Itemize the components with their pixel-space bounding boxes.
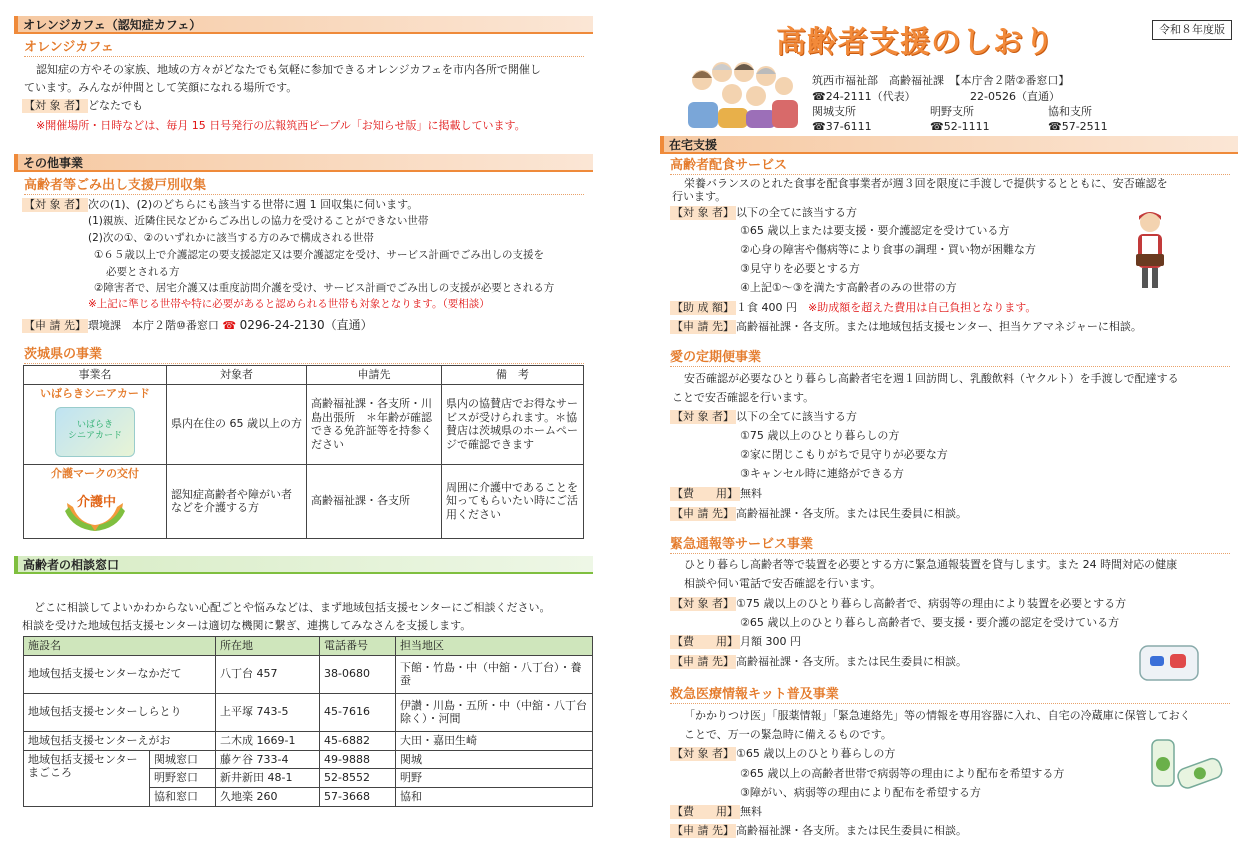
emergency-fee: 【費 用】 月額 300 円 bbox=[672, 635, 801, 648]
meal-desc: 栄養バランスのとれた食事を配食事業者が週３回を限度に手渡しで提供するとともに、安否確認を bbox=[684, 177, 1168, 190]
table-row bbox=[24, 464, 584, 538]
branch-tel: ☎52-1111 bbox=[930, 120, 990, 133]
list-item: ③障がい、病弱等の理由により配布を希望する方 bbox=[740, 786, 981, 799]
yakult-desc: 安否確認が必要なひとり暮らし高齢者宅を週１回訪問し、乳酸飲料（ヤクルト）を手渡しで配達する bbox=[684, 372, 1179, 385]
cell-addr: 新井新田 48-1 bbox=[216, 769, 320, 788]
section-other: その他事業 bbox=[14, 154, 593, 172]
table-row bbox=[24, 384, 584, 464]
kit-desc: ことで、万一の緊急時に備えるものです。 bbox=[684, 728, 892, 741]
phone-icon: ☎ bbox=[222, 319, 237, 332]
cell-tel: 38-0680 bbox=[320, 655, 396, 693]
delivery-person-illustration bbox=[1128, 208, 1172, 292]
branch-name: 協和支所 bbox=[1048, 105, 1092, 118]
cell-area: 伊讃・川島・五所・中（中舘・八丁台除く）・河間 bbox=[396, 693, 593, 731]
phone-icon: ☎ bbox=[930, 120, 944, 133]
phone-icon: ☎ bbox=[812, 90, 826, 103]
orange-cafe-desc: ています。みんなが仲間として笑顔になれる場所です。 bbox=[24, 81, 298, 94]
divider bbox=[24, 56, 584, 57]
kit-title: 救急医療情報キット普及事業 bbox=[670, 687, 839, 702]
cell-area: 明野 bbox=[396, 769, 593, 788]
cell-name: 地域包括支援センターえがお bbox=[24, 731, 216, 750]
kit-desc: 「かかりつけ医」「服薬情報」「緊急連絡先」等の情報を専用容器に入れ、自宅の冷蔵庫に保管しておく bbox=[684, 709, 1191, 722]
cell-window: 明野窓口 bbox=[150, 769, 216, 788]
divider bbox=[24, 363, 584, 364]
seniors-illustration bbox=[682, 58, 800, 128]
cell-addr: 八丁台 457 bbox=[216, 655, 320, 693]
table-header: 施設名 bbox=[24, 637, 216, 656]
kit-apply: 【申 請 先】 高齢福祉課・各支所。または民生委員に相談。 bbox=[672, 824, 967, 837]
cell-addr: 二木成 1669-1 bbox=[216, 731, 320, 750]
senior-card-name: いばらきシニアカード bbox=[40, 386, 150, 400]
section-consult: 高齢者の相談窓口 bbox=[14, 556, 593, 574]
edition-label: 令和８年度版 bbox=[1152, 20, 1232, 40]
yakult-target: 【対 象 者】 以下の全てに該当する方 bbox=[672, 410, 857, 423]
list-item: ③キャンセル時に連絡ができる方 bbox=[740, 467, 904, 480]
alarm-device-illustration bbox=[1138, 640, 1202, 686]
divider bbox=[670, 703, 1230, 704]
cell-name: 地域包括支援センターしらとり bbox=[24, 693, 216, 731]
cell-name: 地域包括支援センター まごころ bbox=[24, 750, 150, 806]
section-orange-cafe: オレンジカフェ（認知症カフェ） bbox=[14, 16, 593, 34]
cell-tel: 45-7616 bbox=[320, 693, 396, 731]
branch-tel: ☎37-6111 bbox=[812, 120, 872, 133]
yakult-apply: 【申 請 先】 高齢福祉課・各支所。または民生委員に相談。 bbox=[672, 507, 967, 520]
table-header: 所在地 bbox=[216, 637, 320, 656]
yakult-title: 愛の定期便事業 bbox=[670, 350, 762, 365]
meal-title: 高齢者配食サービス bbox=[670, 158, 788, 173]
yakult-fee: 【費 用】 無料 bbox=[672, 487, 762, 500]
list-item: ③見守りを必要とする方 bbox=[740, 262, 860, 275]
garbage-title: 高齢者等ごみ出し支援戸別収集 bbox=[24, 178, 207, 193]
list-item: ②65 歳以上の高齢者世帯で病弱等の理由により配布を希望する方 bbox=[740, 767, 1065, 780]
branch-tel: ☎57-2511 bbox=[1048, 120, 1108, 133]
list-item: ②65 歳以上のひとり暮らし高齢者で、要支援・要介護の認定を受けている方 bbox=[740, 616, 1120, 629]
care-mark-name: 介護マークの交付 bbox=[51, 466, 139, 480]
table-header: 対象者 bbox=[167, 366, 307, 385]
yakult-desc: ことで安否確認を行います。 bbox=[672, 391, 815, 404]
list-item: ②家に閉じこもりがちで見守りが必要な方 bbox=[740, 448, 948, 461]
divider bbox=[24, 194, 584, 195]
section-home: 在宅支援 bbox=[660, 136, 1238, 154]
tel-direct: 22-0526（直通） bbox=[970, 90, 1060, 103]
cell-apply: 高齢福祉課・各支所 bbox=[307, 464, 442, 538]
garbage-note: ※上記に準じる世帯や特に必要があると認められる世帯も対象となります。（要相談） bbox=[88, 298, 490, 310]
care-mark-text: 介護中 bbox=[77, 494, 117, 510]
table-row bbox=[24, 750, 593, 769]
table-row bbox=[24, 731, 593, 750]
phone-icon: ☎ bbox=[812, 120, 826, 133]
cell-name: 地域包括支援センターなかだて bbox=[24, 655, 216, 693]
senior-card-image: いばらき シニアカード bbox=[55, 407, 135, 457]
cell-addr: 上平塚 743-5 bbox=[216, 693, 320, 731]
meal-subsidy: 【助 成 額】 １食 400 円 ※助成額を超えた費用は自己負担となります。 bbox=[672, 301, 1037, 314]
branch-name: 関城支所 bbox=[812, 105, 856, 118]
garbage-apply: 【申 請 先】 環境課 本庁２階⑩番窓口 ☎ 0296-24-2130（直通） bbox=[24, 318, 373, 332]
table-header: 備 考 bbox=[442, 366, 584, 385]
page-title: 高齢者支援のしおり bbox=[776, 25, 1055, 60]
consult-table bbox=[23, 636, 593, 807]
cell-addr: 藤ケ谷 733-4 bbox=[216, 750, 320, 769]
cell-target: 認知症高齢者や障がい者などを介護する方 bbox=[167, 464, 307, 538]
table-header: 事業名 bbox=[24, 366, 167, 385]
tel-main: ☎24-2111（代表） bbox=[812, 90, 916, 103]
garbage-line: (1)親族、近隣住民などからごみ出しの協力を受けることができない世帯 bbox=[88, 215, 429, 227]
list-item: ①65 歳以上または要支援・要介護認定を受けている方 bbox=[740, 224, 1010, 237]
list-item: ②心身の障害や傷病等により食事の調理・買い物が困難な方 bbox=[740, 243, 1036, 256]
kit-fee: 【費 用】 無料 bbox=[672, 805, 762, 818]
meal-apply: 【申 請 先】 高齢福祉課・各支所。または地域包括支援センター、担当ケアマネジャーに相談。 bbox=[672, 320, 1142, 333]
care-mark-image bbox=[63, 485, 127, 533]
cell-apply: 高齢福祉課・各支所・川島出張所 ＊年齢が確認できる免許証等を持参ください bbox=[307, 384, 442, 464]
orange-cafe-desc: 認知症の方やその家族、地域の方々がどなたでも気軽に参加できるオレンジカフェを市内各所で開催し bbox=[36, 63, 541, 76]
divider bbox=[670, 553, 1230, 554]
cell-tel: 45-6882 bbox=[320, 731, 396, 750]
phone-icon: ☎ bbox=[1048, 120, 1062, 133]
cell-addr: 久地楽 260 bbox=[216, 788, 320, 807]
garbage-line: 必要とされる方 bbox=[106, 266, 180, 278]
divider bbox=[670, 174, 1230, 175]
cell-area: 大田・嘉田生崎 bbox=[396, 731, 593, 750]
divider bbox=[670, 366, 1230, 367]
cell-note: 県内の協賛店でお得なサービスが受けられます。＊協賛店は茨城県のホームページで確認できます bbox=[442, 384, 584, 464]
consult-desc: 相談を受けた地域包括支援センターは適切な機関に繋ぎ、連携してみなさんを支援します。 bbox=[22, 619, 472, 632]
table-header: 担当地区 bbox=[396, 637, 593, 656]
cell-tel: 49-9888 bbox=[320, 750, 396, 769]
cell-window: 協和窓口 bbox=[150, 788, 216, 807]
consult-desc: どこに相談してよいかわからない心配ごとや悩みなどは、まず地域包括支援センターにご相談ください。 bbox=[34, 601, 551, 614]
cell-target: 県内在住の 65 歳以上の方 bbox=[167, 384, 307, 464]
table-row bbox=[24, 693, 593, 731]
list-item: ①75 歳以上のひとり暮らしの方 bbox=[740, 429, 900, 442]
emergency-target: 【対 象 者】 ①75 歳以上のひとり暮らし高齢者で、病弱等の理由により装置を必要とする方 bbox=[672, 597, 1127, 610]
cell-window: 関城窓口 bbox=[150, 750, 216, 769]
garbage-target: 【対 象 者】 次の(1)、(2)のどちらにも該当する世帯に週 1 回収集に伺います。 bbox=[24, 198, 419, 211]
medical-kit-illustration bbox=[1148, 734, 1228, 794]
cell-tel: 52-8552 bbox=[320, 769, 396, 788]
cell-note: 周囲に介護中であることを知ってもらいたい時にご活用ください bbox=[442, 464, 584, 538]
cell-area: 下館・竹島・中（中舘・八丁台）・養蚕 bbox=[396, 655, 593, 693]
emergency-apply: 【申 請 先】 高齢福祉課・各支所。または民生委員に相談。 bbox=[672, 655, 967, 668]
meal-desc: 行います。 bbox=[672, 190, 727, 203]
cell-tel: 57-3668 bbox=[320, 788, 396, 807]
table-header: 電話番号 bbox=[320, 637, 396, 656]
orange-cafe-target: 【対 象 者】 どなたでも bbox=[24, 99, 143, 112]
cell-area: 協和 bbox=[396, 788, 593, 807]
table-row bbox=[24, 655, 593, 693]
table-header: 申請先 bbox=[307, 366, 442, 385]
emergency-title: 緊急通報等サービス事業 bbox=[670, 537, 814, 552]
orange-cafe-note: ※開催場所・日時などは、毎月 15 日号発行の広報筑西ピープル「お知らせ版」に掲載しています。 bbox=[36, 119, 526, 132]
list-item: ④上記①～③を満たす高齢者のみの世帯の方 bbox=[740, 281, 957, 294]
garbage-line: ②障害者で、居宅介護又は重度訪問介護を受け、サービス計画でごみ出しの支援が必要とされる方 bbox=[94, 282, 555, 294]
ibaraki-table bbox=[23, 365, 584, 539]
ibaraki-title: 茨城県の事業 bbox=[24, 347, 103, 362]
garbage-line: (2)次の①、②のいずれかに該当する方のみで構成される世帯 bbox=[88, 232, 374, 244]
branch-name: 明野支所 bbox=[930, 105, 974, 118]
emergency-desc: 相談や伺い電話で安否確認を行います。 bbox=[684, 577, 882, 590]
meal-target: 【対 象 者】 以下の全てに該当する方 bbox=[672, 206, 857, 219]
cell-area: 関城 bbox=[396, 750, 593, 769]
garbage-line: ①６５歳以上で介護認定の要支援認定又は要介護認定を受け、サービス計画でごみ出しの支援を bbox=[94, 249, 544, 261]
office-line: 筑西市福祉部 高齢福祉課 【本庁舎２階②番窓口】 bbox=[812, 74, 1070, 87]
orange-cafe-title: オレンジカフェ bbox=[24, 40, 114, 55]
kit-target: 【対 象 者】 ①65 歳以上のひとり暮らしの方 bbox=[672, 747, 896, 760]
emergency-desc: ひとり暮らし高齢者等で装置を必要とする方に緊急通報装置を貸与します。また 24 時間対応の健康 bbox=[684, 558, 1178, 571]
